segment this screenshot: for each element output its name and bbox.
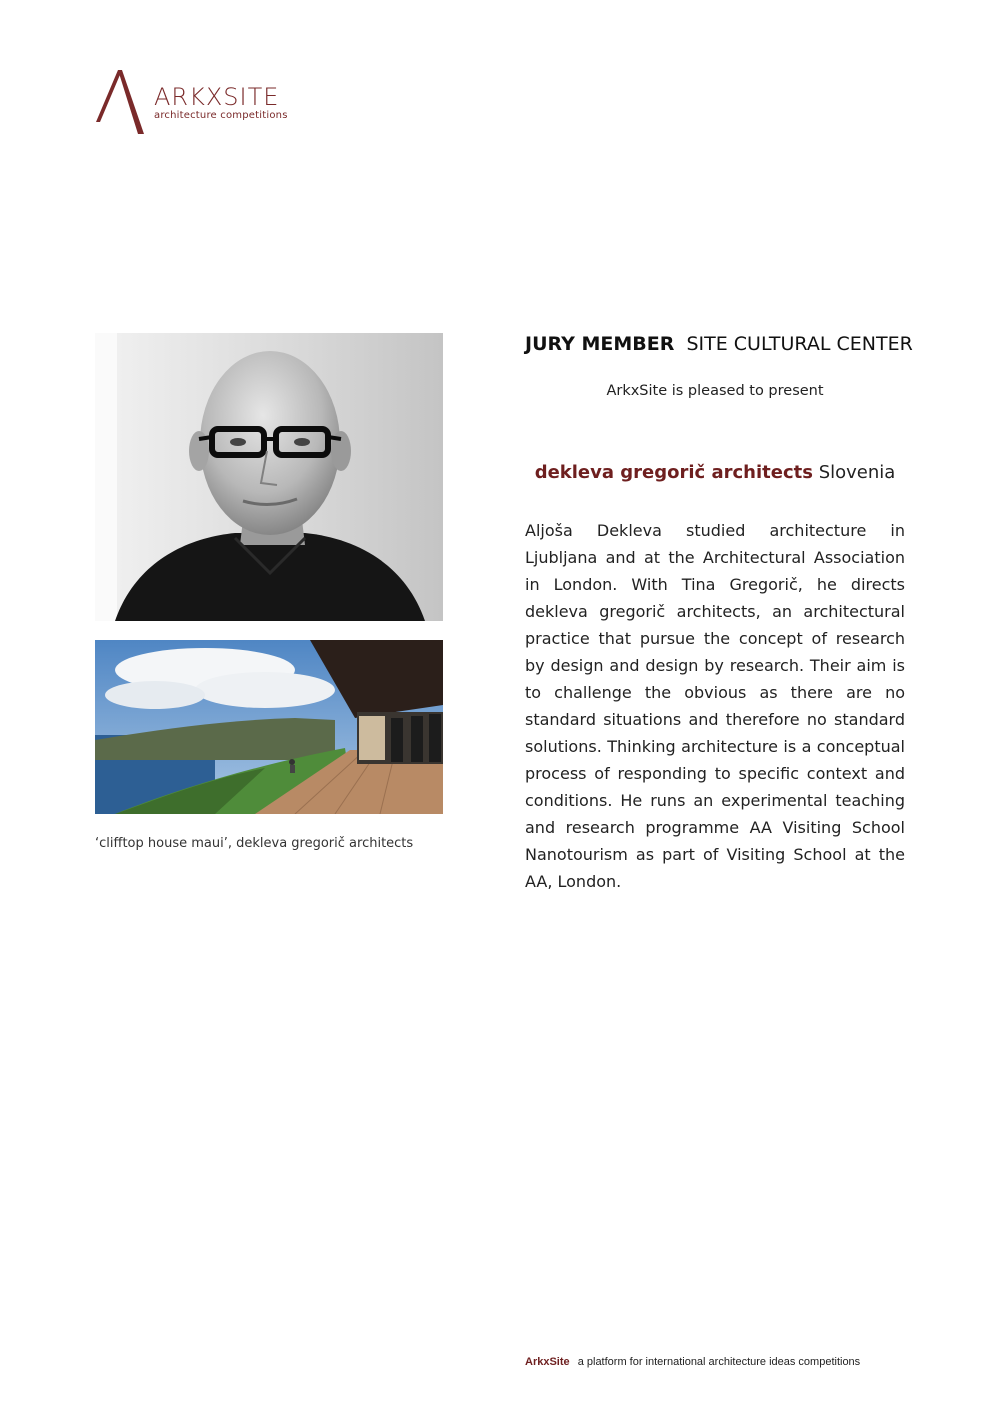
arkxsite-logo	[94, 70, 294, 140]
firm-title	[525, 462, 905, 483]
competition-name: SITE CULTURAL CENTER	[686, 333, 913, 355]
logo-mark-icon	[94, 70, 154, 136]
photo-caption: ‘clifftop house maui’, dekleva gregorič architects	[95, 836, 414, 851]
jury-member-label: JURY MEMBER	[525, 333, 675, 355]
bio-paragraph: Aljoša Dekleva studied architecture in Ljubljana and at the Architectural Association in London. With Tina Gregorič, he directs dekleva gregorič architects, an architectural practice that pursue the concept of research by design and design by research. Their aim is to challenge the obvious as there are no standard situations and therefore no standard solutions. Thinking architecture is a conceptual process of responding to specific context and conditions. He runs an experimental teaching and research programme AA Visiting School Nanotourism as part of Visiting School at the AA, London.	[525, 521, 905, 891]
logo-tagline: architecture competitions	[154, 110, 288, 121]
portrait-photo	[95, 333, 443, 621]
firm-name: dekleva gregorič architects	[534, 462, 813, 483]
footer-brand: ArkxSite	[525, 1356, 570, 1368]
page-footer	[525, 1356, 905, 1368]
firm-country: Slovenia	[818, 462, 896, 483]
footer-text: a platform for international architecture ideas competitions	[577, 1356, 861, 1368]
logo-name: ARKXSITE	[154, 83, 280, 111]
page-title	[525, 333, 913, 355]
intro-text: ArkxSite is pleased to present	[606, 383, 824, 399]
clifftop-house-photo	[95, 640, 443, 814]
